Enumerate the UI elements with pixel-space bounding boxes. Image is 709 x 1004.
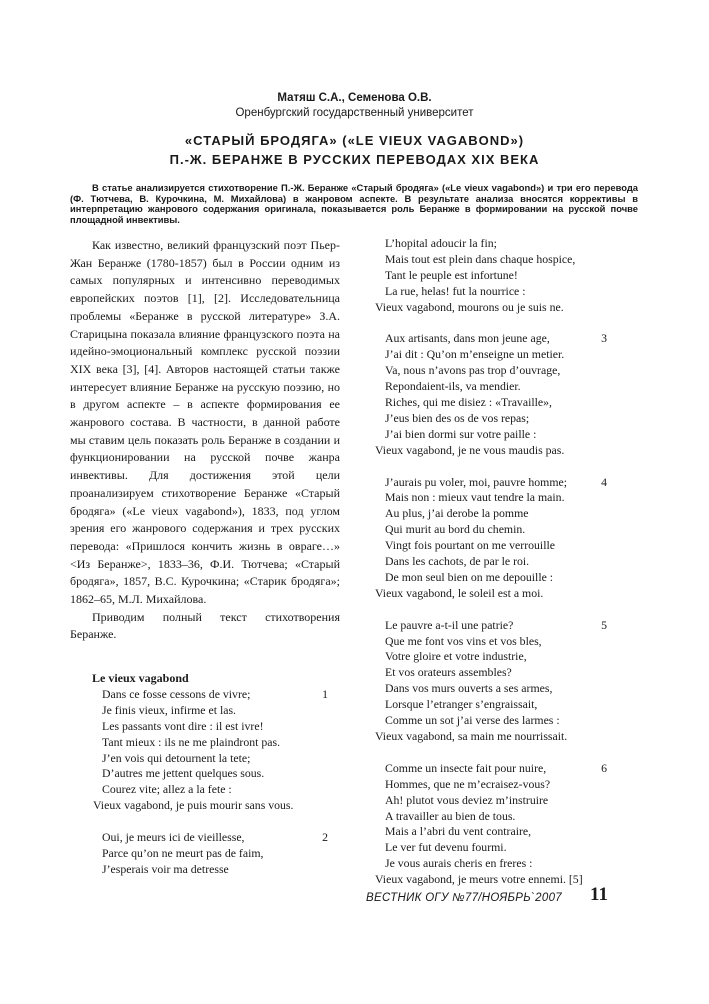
poem-left-column [70, 670, 340, 878]
poem-refrain: Vieux vagabond, je meurs votre ennemi. [5] [375, 872, 583, 887]
poem-stanza [70, 687, 340, 814]
poem-line: Mais tout est plein dans chaque hospice, [385, 251, 576, 266]
article-title-line1: «СТАРЫЙ БРОДЯГА» («LE VIEUX VAGABOND») [184, 133, 525, 148]
stanza-number: 4 [601, 474, 607, 489]
body-paragraph: Приводим полный текст стихотворения Беранже. [70, 609, 340, 642]
stanza-number: 3 [601, 331, 607, 346]
poem-line: Riches, qui me disiez : «Travaille», [385, 395, 552, 410]
poem-line: J’esperais voir ma detresse [102, 861, 229, 876]
poem-line: Repondaient-ils, va mendier. [385, 379, 521, 394]
poem-line: Dans vos murs ouverts a ses armes, [385, 681, 553, 696]
poem-line: Comme un sot j’ai verse des larmes : [385, 713, 560, 728]
poem-line: J’ai bien dormi sur votre paille : [385, 426, 537, 441]
poem-refrain: Vieux vagabond, je puis mourir sans vous. [93, 798, 294, 813]
poem-line: Mais a l’abri du vent contraire, [385, 824, 532, 839]
poem-line: Ah! plutot vous deviez m’instruire [385, 792, 549, 807]
poem-line: Les passants vont dire : il est ivre! [102, 718, 264, 733]
poem-refrain: Vieux vagabond, mourons ou je suis ne. [375, 299, 564, 314]
poem-line: Tant mieux : ils ne me plaindront pas. [102, 734, 281, 749]
stanza-number: 1 [322, 687, 328, 701]
poem-line: Que me font vos vins et vos bles, [385, 633, 542, 648]
poem-line: Je finis vieux, infirme et las. [102, 702, 236, 717]
poem-line: Au plus, j’ai derobe la pomme [385, 506, 529, 521]
poem-line: J’en vois qui detournent la tete; [102, 750, 251, 765]
poem-line: Le pauvre a-t-il une patrie? 5 [385, 617, 607, 632]
stanza-number: 6 [601, 760, 607, 775]
poem-line: D’autres me jettent quelques sous. [102, 766, 265, 781]
article-title-line2: П.-Ж. БЕРАНЖЕ В РУССКИХ ПЕРЕВОДАХ XIX ВЕКА [169, 152, 540, 167]
poem-line: A travailler au bien de tous. [385, 808, 516, 823]
poem-line: Dans ce fosse cessons de vivre; 1 [102, 687, 328, 701]
stanza-number: 2 [322, 830, 328, 845]
poem-line: Comme un insecte fait pour nuire, 6 [385, 760, 607, 775]
poem-line: Je vous aurais cheris en freres : [385, 856, 533, 871]
poem-line: J’eus bien des os de vos repas; [385, 410, 530, 425]
poem-line: Et vos orateurs assembles? [385, 665, 512, 680]
poem-refrain: Vieux vagabond, le soleil est a moi. [375, 585, 544, 600]
poem-line: Oui, je meurs ici de vieillesse, 2 [102, 830, 328, 845]
body-left-column [70, 237, 340, 644]
poem-line: De mon seul bien on me depouille : [385, 569, 554, 584]
stanza-number: 5 [601, 617, 607, 632]
poem-line: Va, nous n’avons pas trop d’ouvrage, [385, 363, 561, 378]
poem-line: Hommes, que ne m’ecraisez-vous? [385, 776, 551, 791]
poem-line: J’aurais pu voler, moi, pauvre homme; 4 [385, 474, 607, 489]
affiliation: Оренбургский государственный университет [235, 107, 474, 119]
poem-line: Dans les cachots, de par le roi. [385, 554, 530, 569]
poem-line: Aux artisants, dans mon jeune age, 3 [385, 331, 607, 346]
poem-line: La rue, helas! fut la nourrice : [385, 283, 526, 298]
poem-stanza [373, 331, 613, 458]
poem-line: Vingt fois pourtant on me verrouille [385, 538, 555, 553]
poem-line: J’ai dit : Qu’on m’enseigne un metier. [385, 347, 565, 362]
poem-line: Tant le peuple est infortune! [385, 267, 518, 282]
poem-line: Lorsque l’etranger s’engraissait, [385, 697, 538, 712]
poem-stanza [373, 475, 613, 602]
poem-right-column [373, 236, 613, 888]
poem-stanza-continued [373, 236, 613, 315]
journal-footer: ВЕСТНИК ОГУ №77/НОЯБРЬ`2007 [366, 892, 562, 904]
poem-title: Le vieux vagabond [92, 671, 189, 685]
poem-line: L’hopital adoucir la fin; [385, 236, 497, 250]
body-paragraph: Как известно, великий французский поэт Пьер-Жан Беранже (1780-1857) был в России одним из самых популярных и интенсивно переводимых европейских поэтов [1], [2]. Исследовательница проблемы «Беранже в русской литературе» З.А. Старицына показала влияние французского поэта на идейно-эмоциональный комплекс русской поэзии XIX века [3], [4]. Авторов настоящей статьи также интересует влияние Беранже на русскую поэзию, но в другом аспекте – в аспекте формирования ее жанрового состава. В частности, в данной работе мы ставим цель показать роль Беранже в создании и функционировании на русской почве жанра инвективы. Для достижения этой цели проанализируем стихотворение Беранже «Старый бродяга» («Le vieux vagabond»), 1833, под углом зрения его жанрового содержания и трех русских перевода: «Пришлося кончить жизнь в овраге…» <Из Беранже>, 1833–36, Ф.И. Тютчева; «Старый бродяга», 1857, В.С. Курочкина; «Старик бродяга»; 1862–65, М.Л. Михайлова. [70, 238, 340, 607]
poem-stanza [373, 618, 613, 745]
poem-line: Votre gloire et votre industrie, [385, 649, 527, 664]
authors: Матяш С.А., Семенова О.В. [277, 92, 432, 104]
poem-stanza [373, 761, 613, 888]
poem-stanza [70, 830, 340, 878]
poem-line: Courez vite; allez a la fete : [102, 782, 232, 797]
poem-line: Parce qu’on ne meurt pas de faim, [102, 846, 264, 861]
poem-line: Qui murit au bord du chemin. [385, 522, 526, 537]
page-number: 11 [590, 884, 608, 905]
poem-refrain: Vieux vagabond, je ne vous maudis pas. [375, 442, 565, 457]
abstract: В статье анализируется стихотворение П.-Ж. Беранже «Старый бродяга» («Le vieux vagabond») и три его перевода (Ф. Тютчева, В. Курочкина, М. Михайлова) в жанровом аспекте. В результате анализа вносятся коррективы в интерпретацию жанрового содержания оригинала, показывается роль Беранже в формировании на русской почве площадной инвективы. [70, 182, 638, 225]
poem-line: Mais non : mieux vaut tendre la main. [385, 490, 565, 505]
poem-refrain: Vieux vagabond, sa main me nourrissait. [375, 728, 568, 743]
poem-line: Le ver fut devenu fourmi. [385, 840, 507, 855]
